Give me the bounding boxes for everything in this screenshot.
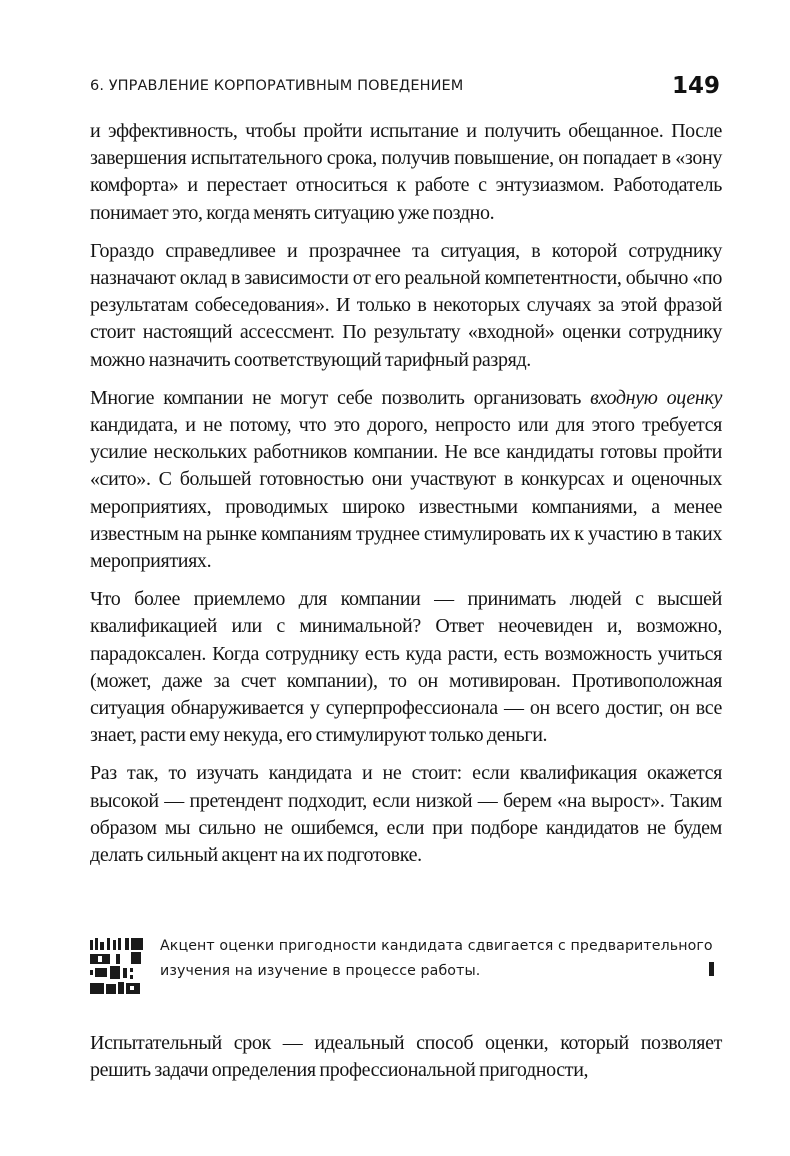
continuation-text bbox=[90, 1030, 722, 1095]
page-number: 149 bbox=[671, 73, 720, 99]
paragraph-1: и эффективность, чтобы пройти испытание и получить обещанное. После завершения испытательного срока, получив повышение, он попадает в «зону комфорта» и перестает относиться к работе с энтузиазмом. Работодатель понимает это, когда менять ситуацию уже поздно. bbox=[90, 120, 722, 224]
running-head: 6. УПРАВЛЕНИЕ КОРПОРАТИВНЫМ ПОВЕДЕНИЕМ bbox=[90, 78, 464, 94]
body-text bbox=[90, 118, 722, 880]
paragraph-4: Что более приемлемо для компании — принимать людей с высшей квалификацией или с минимальной? Ответ неочевиден и, возможно, парадоксален. Когда сотруднику есть куда расти, есть возможность учиться (может, даже за счет компании), то он мотивирован. Противоположная ситуация обнаруживается у суперпрофессионала — он всего достиг, он все знает, расти ему некуда, его стимулируют только деньги. bbox=[90, 588, 722, 747]
page-header bbox=[90, 68, 720, 104]
paragraph-3 bbox=[90, 385, 722, 575]
qr-marker-icon bbox=[90, 938, 152, 996]
paragraph-6: Испытательный срок — идеальный способ оценки, который позволяет решить задачи определения профессиональной пригодности, bbox=[90, 1032, 722, 1082]
callout-text: Акцент оценки пригодности кандидата сдвигается с предварительного изучения на изучение в процессе работы. bbox=[160, 938, 713, 979]
callout-box bbox=[90, 934, 722, 1004]
paragraph-5: Раз так, то изучать кандидата и не стоит: если квалификация окажется высокой — претендент подходит, если низкой — берем «на вырост». Таким образом мы сильно не ошибемся, если при подборе кандидатов не будем делать сильный акцент на их подготовке. bbox=[90, 762, 722, 867]
end-mark-icon bbox=[709, 962, 714, 976]
paragraph-3-end: кандидата, и не потому, что это дорого, непросто или для этого требуется усилие нескольких работников компании. Не все кандидаты готовы пройти «сито». С большей готовностью они участвуют в конкурсах и оценочных мероприятиях, проводимых широко известными компаниями, а менее известным на рынке компаниям труднее стимулировать их к участию в таких мероприятиях. bbox=[90, 414, 722, 573]
paragraph-2: Гораздо справедливее и прозрачнее та ситуация, в которой сотруднику назначают оклад в зависимости от его реальной компетентности, обычно «по результатам собеседования». И только в некоторых случаях за этой фразой стоит настоящий ассессмент. По результату «входной» оценки сотруднику можно назначить соответствующий тарифный разряд. bbox=[90, 239, 722, 371]
emphasis-term: входную оценку bbox=[590, 386, 723, 409]
paragraph-3-start: Многие компании не могут себе позволить организовать bbox=[90, 386, 591, 409]
